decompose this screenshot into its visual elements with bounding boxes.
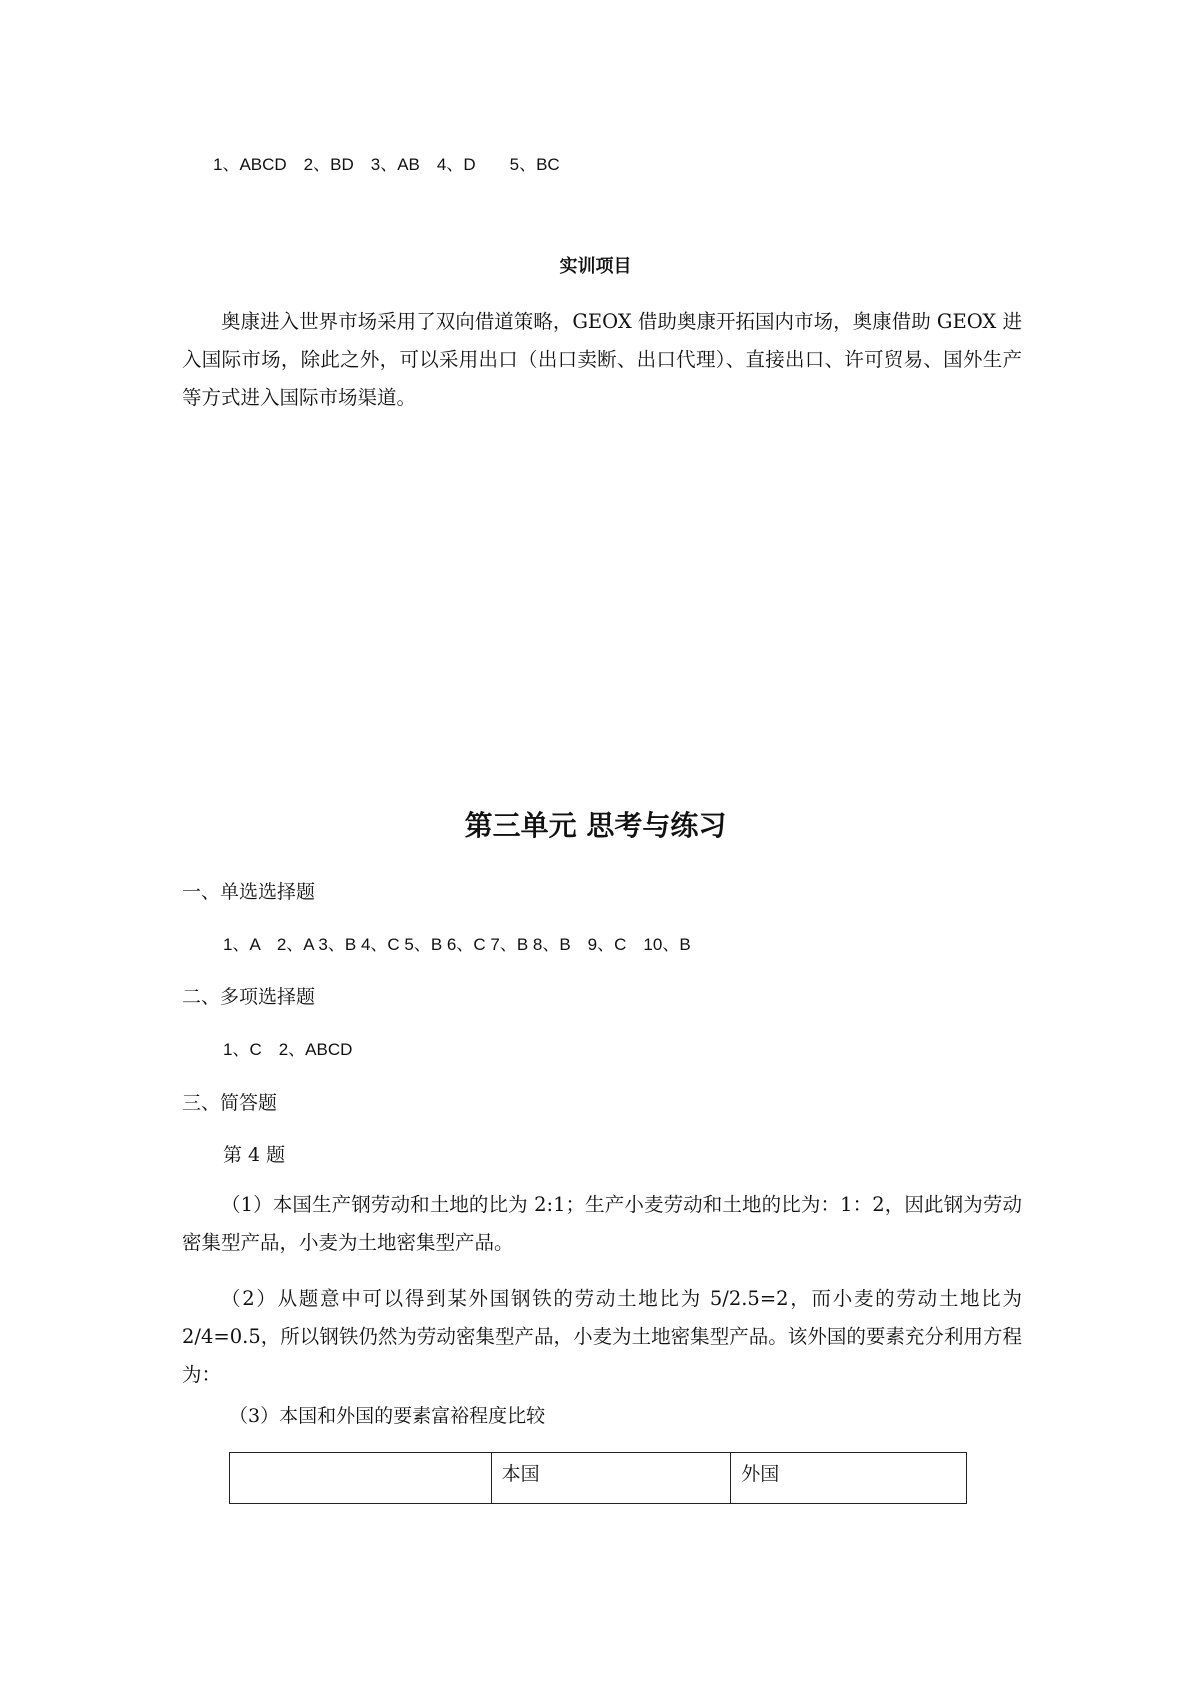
single-choice-answers: 1、A 2、A 3、B 4、C 5、B 6、C 7、B 8、B 9、C 10、B	[223, 935, 691, 954]
answer-paragraph-1: （1）本国生产钢劳动和土地的比为 2:1；生产小麦劳动和土地的比为：1：2，因此钢为劳动密集型产品，小麦为土地密集型产品。	[182, 1193, 1022, 1254]
question-label: 第 4 题	[223, 1144, 286, 1166]
answer-paragraph-2: （2）从题意中可以得到某外国钢铁的劳动土地比为 5/2.5=2，而小麦的劳动土地比为 2/4=0.5，所以钢铁仍然为劳动密集型产品，小麦为土地密集型产品。该外国的要素充分利用方程为：	[182, 1287, 1022, 1386]
multi-choice-heading: 二、多项选择题	[182, 986, 316, 1008]
training-paragraph: 奥康进入世界市场采用了双向借道策略，GEOX 借助奥康开拓国内市场，奥康借助 GEOX 进入国际市场，除此之外，可以采用出口（出口卖断、出口代理）、直接出口、许可贸易、国外生产等方式进入国际市场渠道。	[182, 310, 1022, 409]
table-cell-foreign-country: 外国	[731, 1453, 967, 1504]
multi-choice-answers: 1、C 2、ABCD	[223, 1040, 353, 1059]
factor-comparison-table	[229, 1452, 967, 1504]
answer-paragraph-3: （3）本国和外国的要素富裕程度比较	[229, 1405, 546, 1427]
table-cell-home-country: 本国	[491, 1453, 731, 1504]
table-cell	[230, 1453, 492, 1504]
training-title: 实训项目	[559, 256, 632, 277]
short-answer-heading: 三、简答题	[182, 1092, 278, 1114]
single-choice-heading: 一、单选选择题	[182, 881, 316, 903]
table-row	[230, 1453, 967, 1504]
unit-title: 第三单元 思考与练习	[464, 809, 727, 842]
answer-line-previous-unit: 1、ABCD 2、BD 3、AB 4、D 5、BC	[213, 155, 560, 174]
